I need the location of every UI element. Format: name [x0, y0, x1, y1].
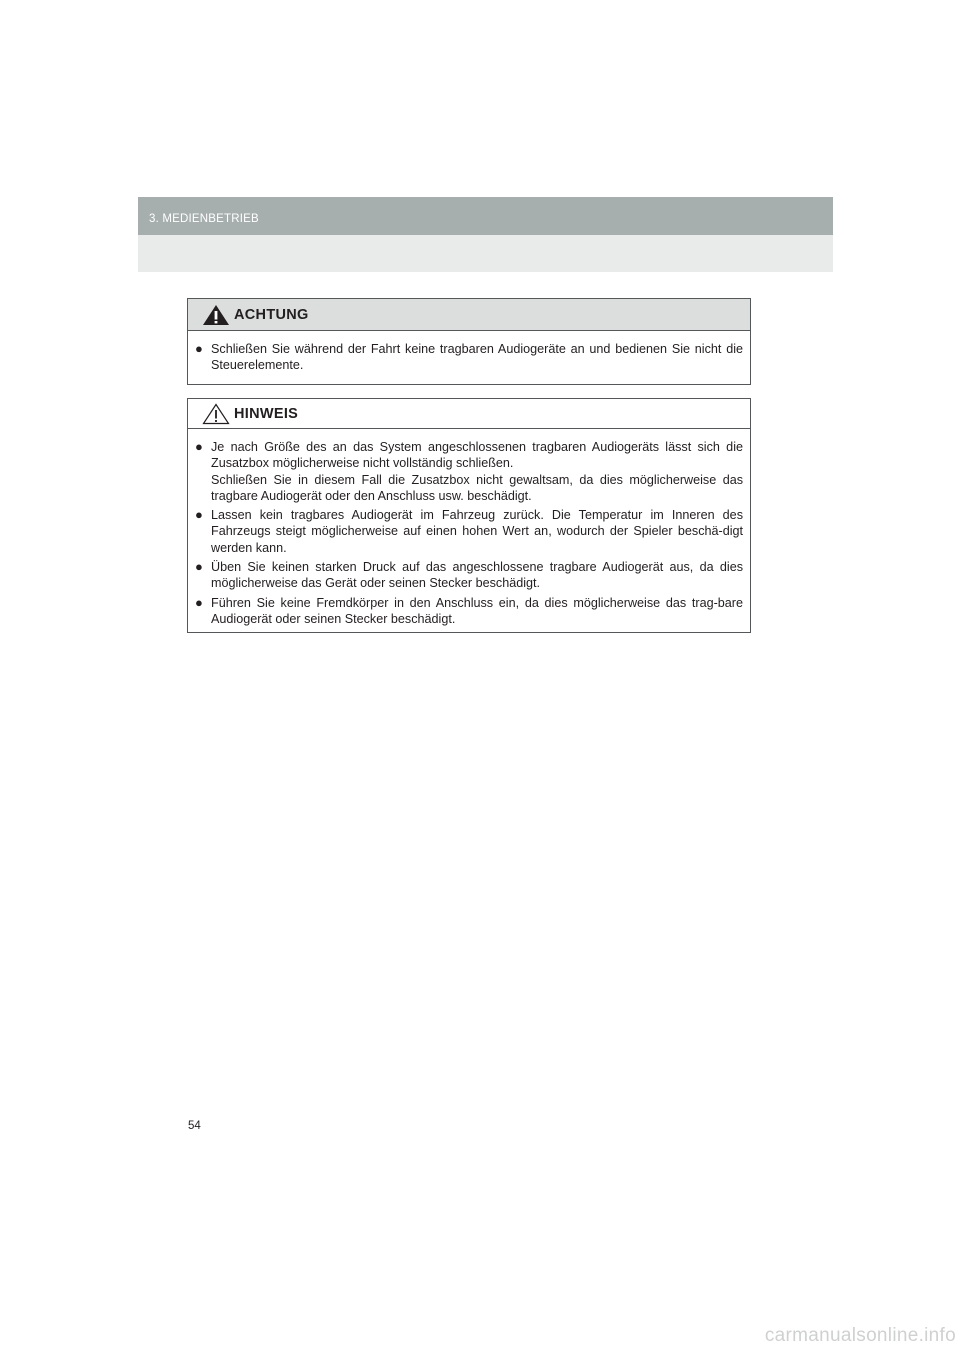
- hinweis-box: [187, 398, 751, 633]
- achtung-body: [188, 331, 750, 374]
- bullet-icon: ●: [195, 594, 203, 610]
- item-text: Üben Sie keinen starken Druck auf das angeschlossene tragbare Audiogerät aus, da dies möglicherweise das Gerät oder seinen Stecker beschädigt.: [211, 560, 743, 591]
- achtung-header: [188, 299, 750, 331]
- list-item: [195, 595, 743, 628]
- hinweis-header: [188, 399, 750, 429]
- watermark: carmanualsonline.info: [764, 1325, 956, 1346]
- hinweis-body: [188, 429, 750, 627]
- bullet-icon: ●: [195, 341, 203, 356]
- item-text: Führen Sie keine Fremdkörper in den Anschluss ein, da dies möglicherweise das trag-bare Audiogerät oder seinen Stecker beschädigt.: [211, 595, 743, 626]
- list-item: [195, 439, 743, 504]
- list-item: [195, 507, 743, 556]
- item-text: Lassen kein tragbares Audiogerät im Fahrzeug zurück. Die Temperatur im Inneren des Fahrzeugs steigt möglicherweise auf einen hohen Wert an, wodurch der Spieler beschä-digt werden kann.: [211, 508, 743, 555]
- list-item: [195, 341, 743, 374]
- page-number: 54: [188, 1120, 201, 1132]
- item-text: Schließen Sie während der Fahrt keine tragbaren Audiogeräte an und bedienen Sie nicht die Steuerelemente.: [211, 342, 743, 373]
- bullet-icon: ●: [195, 559, 203, 575]
- hinweis-title: HINWEIS: [234, 405, 299, 422]
- section-header-bar: [138, 197, 833, 235]
- section-title: 3. MEDIENBETRIEB: [149, 213, 259, 225]
- bullet-icon: ●: [195, 439, 203, 454]
- warning-triangle-icon: [202, 304, 230, 326]
- achtung-box: [187, 298, 751, 385]
- item-text: Je nach Größe des an das System angeschlossenen tragbaren Audiogeräts lässt sich die Zusatzbox möglicherweise nicht vollständig schließen. Schließen Sie in diesem Fall die Zusatzbox nicht gewaltsam, da dies möglicherweise das tragbare Audiogerät oder den Anschluss usw. beschädigt.: [211, 440, 743, 503]
- section-subheader-bar: [138, 235, 833, 272]
- achtung-title: ACHTUNG: [234, 306, 309, 323]
- bullet-icon: ●: [195, 507, 203, 523]
- list-item: [195, 559, 743, 592]
- warning-triangle-icon: [202, 403, 230, 425]
